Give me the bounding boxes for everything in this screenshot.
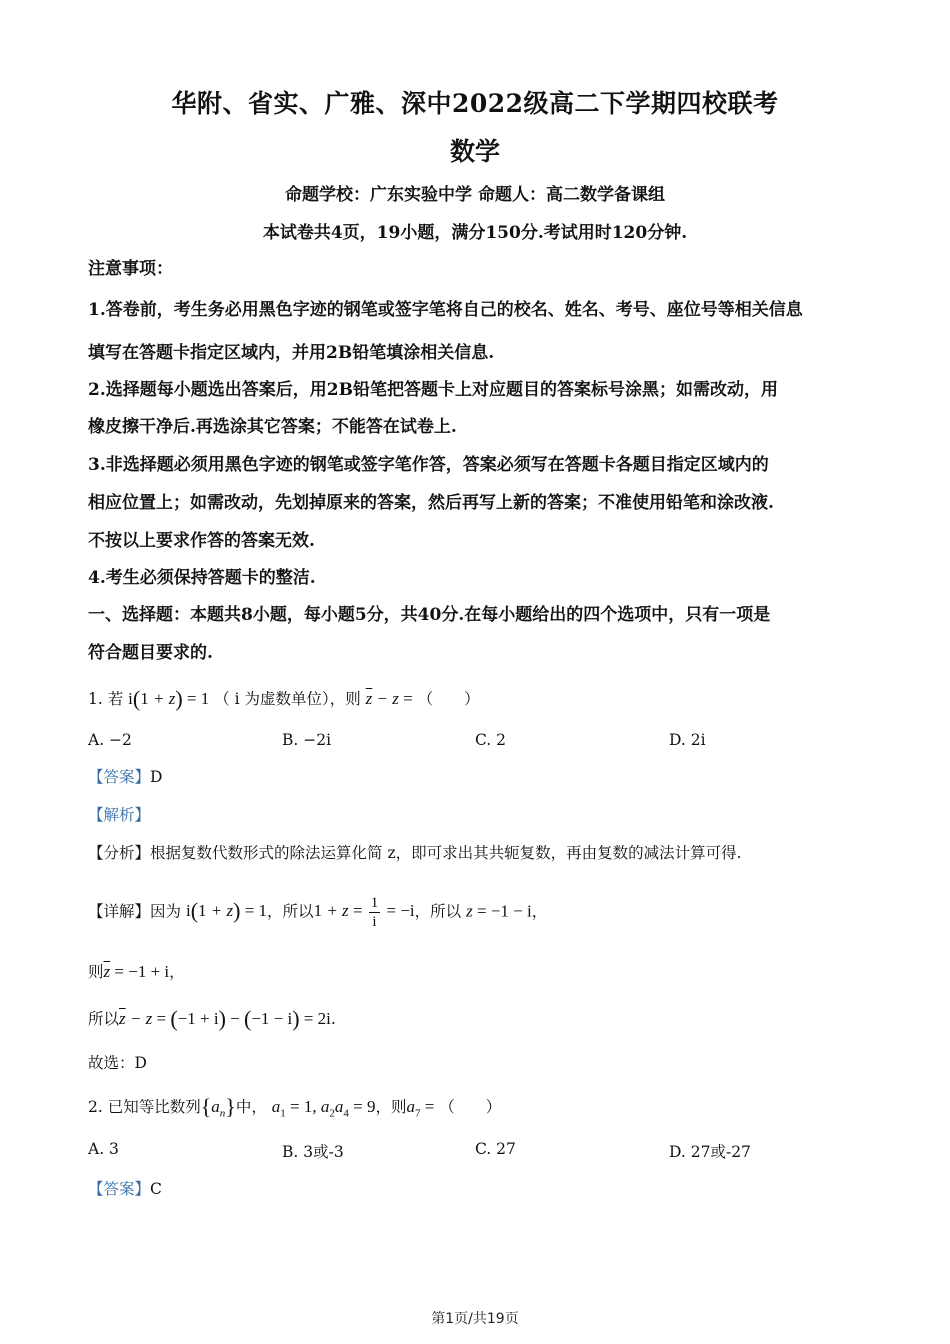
analysis-tag: 【解析】 <box>88 806 151 824</box>
conjugate-line: 则$\overline{z} = -1 + i$， <box>88 962 185 981</box>
notice-line: 不按以上要求作答的答案无效. <box>88 531 315 551</box>
question-2-mid: 中， <box>235 1098 267 1116</box>
detail-text: 因为 <box>150 902 182 921</box>
option-a: A. 3 <box>88 1140 119 1158</box>
question-2 <box>88 1096 501 1124</box>
question-2-then: ，则 <box>375 1098 407 1116</box>
notice-line: 4.考生必须保持答题卡的整洁. <box>88 568 316 588</box>
notice-line: 橡皮擦干净后.再选涂其它答案；不能答在试卷上. <box>88 417 457 437</box>
detail-tag: 【详解】 <box>88 902 151 921</box>
sosuo-text: 所以 <box>88 1010 120 1028</box>
info-line: 本试卷共4页，19小题，满分150分.考试用时120分钟. <box>262 223 688 243</box>
answer-value: D <box>150 768 163 786</box>
notice-heading: 注意事项： <box>88 259 173 279</box>
option-c: C. 27 <box>475 1140 516 1158</box>
detail-equation: z = −1 − i <box>466 901 532 921</box>
question-1-expression: $\overline{z} - z$ = <box>365 689 413 708</box>
question-2-target: $a_7$ = <box>406 1097 435 1120</box>
page-footer: 第1页/共19页 <box>431 1311 519 1327</box>
exam-title: 华附、省实、广雅、深中2022级高二下学期四校联考 <box>171 89 779 118</box>
answer-tag: 【答案】 <box>88 1180 151 1198</box>
notice-line: 相应位置上；如需改动，先划掉原来的答案，然后再写上新的答案；不准使用铅笔和涂改液. <box>88 493 774 513</box>
section-heading: 符合题目要求的. <box>88 643 213 663</box>
detail-line <box>88 894 547 931</box>
school-line: 命题学校：广东实验中学 命题人：高二数学备课组 <box>285 185 665 205</box>
notice-line: 3.非选择题必须用黑色字迹的钢笔或签字笔作答，答案必须写在答题卡各题目指定区域内的 <box>88 455 769 475</box>
then-text: 则 <box>88 963 104 981</box>
question-1-note: （ i 为虚数单位），则 <box>214 690 361 708</box>
option-c: C. 2 <box>475 731 507 749</box>
question-1-condition: i(1 + z) = 1 <box>128 686 210 711</box>
analysis-line <box>88 842 742 864</box>
question-2-tail: （ ） <box>439 1098 502 1116</box>
result-equation: $\overline{z} - z = (-1 + i) - (-1 - i) = 2i$ <box>119 1006 331 1031</box>
answer-value: C <box>150 1180 162 1198</box>
detail-text: ， <box>531 902 548 921</box>
notice-line: 2.选择题每小题选出答案后，用2B铅笔把答题卡上对应题目的答案标号涂黑；如需改动，用 <box>88 380 778 400</box>
section-heading: 一、选择题：本题共8小题，每小题5分，共40分.在每小题给出的四个选项中，只有一项是 <box>88 605 771 625</box>
answer-line <box>88 1178 162 1200</box>
conclusion-line: 故选：D <box>88 1054 147 1072</box>
notice-line: 1.答卷前，考生务必用黑色字迹的钢笔或签字笔将自己的校名、姓名、考号、座位号等相关信息 <box>88 300 803 320</box>
notice-line: 填写在答题卡指定区域内，并用2B铅笔填涂相关信息. <box>88 343 495 363</box>
option-a: A. −2 <box>88 731 132 749</box>
question-2-prefix: 2. 已知等比数列 <box>88 1098 201 1116</box>
question-1-prefix: 1. 若 <box>88 690 124 708</box>
detail-equation: i(1 + z) = 1 <box>185 898 268 924</box>
sequence-symbol: $\{a_n\}$ <box>200 1094 236 1120</box>
option-d: D. 27或-27 <box>669 1143 751 1161</box>
question-1 <box>88 688 480 710</box>
subject-title: 数学 <box>449 137 500 166</box>
answer-line <box>88 766 162 788</box>
conjugate-equation: $\overline{z} = -1 + i$ <box>103 962 170 981</box>
fenxi-text: 根据复数代数形式的除法运算化简 z，即可求出其共轭复数，再由复数的减法计算可得. <box>150 844 742 862</box>
detail-text: ，所以 <box>267 902 314 921</box>
option-b: B. −2i <box>282 731 332 749</box>
detail-text: ，所以 <box>414 902 462 921</box>
result-line: 所以$\overline{z} - z = (-1 + i) - (-1 - i) = 2i$. <box>88 1006 336 1031</box>
answer-tag: 【答案】 <box>88 768 151 786</box>
question-1-tail: （ ） <box>417 690 480 708</box>
fenxi-tag: 【分析】 <box>88 844 151 862</box>
question-2-condition: $a_1 = 1$, $a_2a_4 = 9$ <box>271 1097 376 1120</box>
option-d: D. 2i <box>669 731 706 749</box>
detail-equation: 1 + z = $\frac{1}{i}$ = −i <box>313 895 415 930</box>
option-b: B. 3或-3 <box>282 1143 344 1161</box>
